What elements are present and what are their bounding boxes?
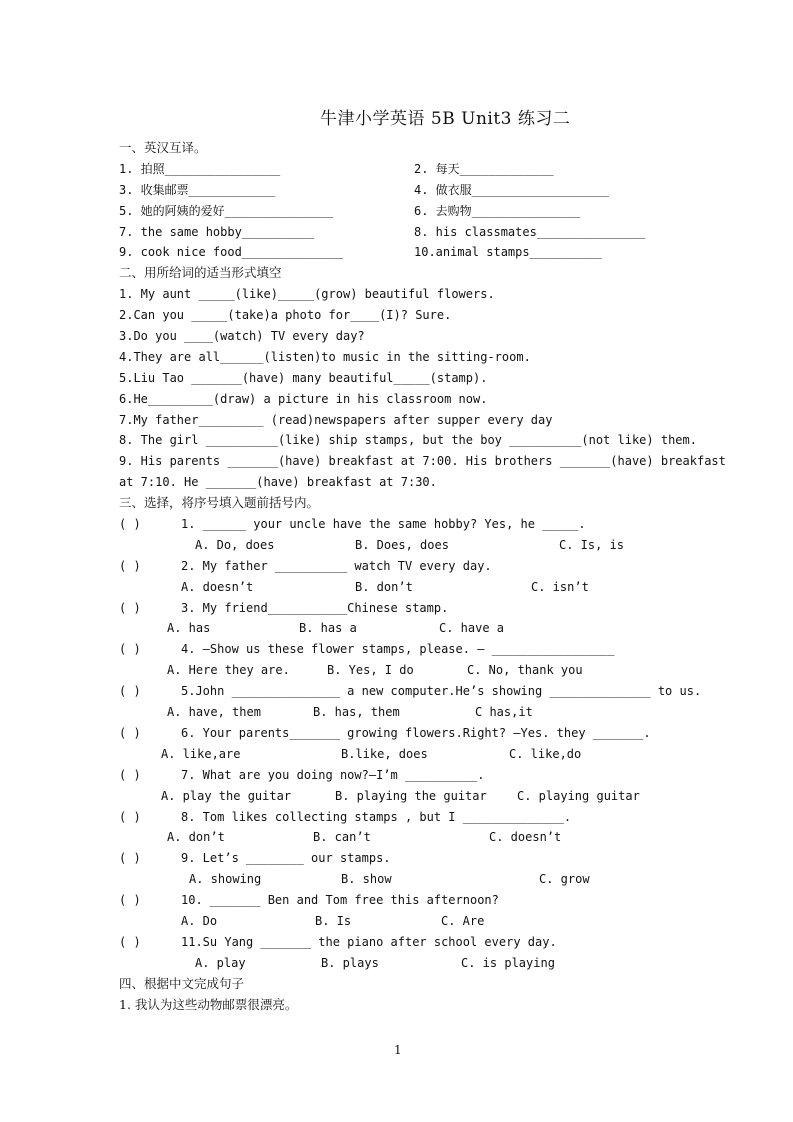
fill-blank-item: 4.They are all______(listen)to music in the sitting-room. — [119, 349, 531, 364]
translation-item: 3. 收集邮票____________ — [119, 182, 276, 197]
translation-item: 8. his classmates_______________ — [414, 224, 646, 239]
worksheet-title: 牛津小学英语 5B Unit3 练习二 — [320, 109, 571, 129]
option-b: B. can’t — [313, 830, 371, 845]
mc-options — [119, 577, 689, 598]
option-a: A. play the guitar — [161, 788, 292, 803]
option-c: C. like,do — [509, 746, 582, 761]
answer-bracket[interactable]: ( ) — [119, 642, 141, 657]
answer-bracket[interactable]: ( ) — [119, 558, 141, 573]
mc-options — [119, 953, 689, 974]
option-a: A. Here they are. — [167, 663, 290, 678]
question-text: 5.John _______________ a new computer.He’s showing ______________ to us. — [181, 684, 702, 699]
translation-item: 2. 每天_____________ — [414, 161, 554, 176]
worksheet-content — [119, 138, 726, 1015]
translation-item: 7. the same hobby__________ — [119, 224, 315, 239]
option-b: B. Is — [315, 913, 352, 928]
question-text: 8. Tom likes collecting stamps , but I ______________. — [181, 809, 572, 824]
option-c: C. grow — [539, 872, 590, 887]
question-text: 1. ______ your uncle have the same hobby? Yes, he _____. — [181, 517, 586, 532]
option-c: C. is playing — [461, 955, 555, 970]
mc-question — [119, 514, 689, 535]
question-text: 2. My father __________ watch TV every day. — [181, 558, 492, 573]
option-a: A. play — [195, 955, 246, 970]
mc-options — [119, 744, 689, 765]
section-3-heading: 三、选择，将序号填入题前括号内。 — [119, 495, 320, 511]
mc-question — [119, 598, 689, 619]
answer-bracket[interactable]: ( ) — [119, 893, 141, 908]
question-text: 6. Your parents_______ growing flowers.Right? —Yes. they _______. — [181, 725, 651, 740]
translation-item: 10.animal stamps__________ — [414, 245, 602, 260]
question-text: 4. —Show us these flower stamps, please. — _________________ — [181, 642, 615, 657]
answer-bracket[interactable]: ( ) — [119, 517, 141, 532]
option-c: C. isn’t — [531, 579, 589, 594]
answer-bracket[interactable]: ( ) — [119, 809, 141, 824]
mc-options — [119, 702, 689, 723]
question-text: 7. What are you doing now?—I’m __________. — [181, 767, 485, 782]
mc-options — [119, 786, 689, 807]
option-a: A. showing — [189, 872, 262, 887]
option-a: A. Do — [181, 913, 218, 928]
question-text: 9. Let’s ________ our stamps. — [181, 851, 391, 866]
answer-bracket[interactable]: ( ) — [119, 600, 141, 615]
answer-bracket[interactable]: ( ) — [119, 684, 141, 699]
fill-blank-item: 2.Can you _____(take)a photo for____(I)? Sure. — [119, 308, 452, 323]
option-c: C. No, thank you — [467, 663, 583, 678]
mc-question — [119, 807, 689, 828]
translation-sentence: 1. 我认为这些动物邮票很漂亮。 — [119, 996, 298, 1012]
mc-options — [119, 660, 689, 681]
option-b: B. Yes, I do — [327, 663, 414, 678]
question-text: 3. My friend___________Chinese stamp. — [181, 600, 449, 615]
mc-question — [119, 765, 689, 786]
option-a: A. have, them — [167, 705, 261, 720]
option-c: C. Are — [441, 913, 485, 928]
fill-blank-item: 5.Liu Tao _______(have) many beautiful_____(stamp). — [119, 370, 488, 385]
section-1-heading: 一、英汉互译。 — [119, 140, 207, 155]
option-b: B. has a — [299, 621, 357, 636]
fill-blank-item: 7.My father_________ (read)newspapers after supper every day — [119, 412, 553, 427]
option-c: C has,it — [475, 705, 533, 720]
option-c: C. doesn’t — [489, 830, 562, 845]
mc-options — [119, 911, 689, 932]
option-b: B.like, does — [341, 746, 428, 761]
mc-options — [119, 869, 689, 890]
section-2-heading: 二、用所给词的适当形式填空 — [119, 265, 282, 281]
option-b: B. Does, does — [355, 537, 449, 552]
mc-question — [119, 681, 702, 702]
option-c: C. Is, is — [559, 537, 625, 552]
question-text: 10. _______ Ben and Tom free this afternoon? — [181, 893, 499, 908]
mc-question — [119, 556, 689, 577]
answer-bracket[interactable]: ( ) — [119, 934, 141, 949]
fill-blank-item: 1. My aunt _____(like)_____(grow) beautiful flowers. — [119, 287, 495, 302]
option-a: A. don’t — [167, 830, 225, 845]
option-c: C. playing guitar — [517, 788, 640, 803]
mc-options — [119, 535, 689, 556]
answer-bracket[interactable]: ( ) — [119, 767, 141, 782]
fill-blank-item: 6.He_________(draw) a picture in his classroom now. — [119, 391, 488, 406]
option-a: A. has — [167, 621, 211, 636]
translation-item: 5. 她的阿姨的爱好_______________ — [119, 203, 334, 218]
mc-question — [119, 723, 689, 744]
answer-bracket[interactable]: ( ) — [119, 851, 141, 866]
page-number: 1 — [394, 1043, 402, 1057]
translation-item: 1. 拍照________________ — [119, 161, 281, 176]
mc-options — [119, 618, 689, 639]
option-c: C. have a — [439, 621, 505, 636]
translation-item: 6. 去购物_______________ — [414, 203, 581, 218]
option-a: A. Do, does — [195, 537, 275, 552]
mc-question — [119, 890, 689, 911]
option-b: B. has, them — [313, 705, 400, 720]
mc-options — [119, 827, 689, 848]
option-b: B. plays — [321, 955, 379, 970]
question-text: 11.Su Yang _______ the piano after school every day. — [181, 934, 557, 949]
section-4-heading: 四、根据中文完成句子 — [119, 975, 245, 991]
option-a: A. doesn’t — [181, 579, 254, 594]
fill-blank-item: 9. His parents _______(have) breakfast at 7:00. His brothers _______(have) breakfast — [119, 454, 726, 469]
translation-item: 9. cook nice food______________ — [119, 245, 343, 260]
mc-question — [119, 639, 689, 660]
option-b: B. playing the guitar — [335, 788, 487, 803]
answer-bracket[interactable]: ( ) — [119, 725, 141, 740]
option-a: A. like,are — [161, 746, 241, 761]
fill-blank-item: at 7:10. He _______(have) breakfast at 7:30. — [119, 475, 437, 490]
mc-question — [119, 932, 689, 953]
translation-item: 4. 做衣服___________________ — [414, 182, 609, 197]
option-b: B. don’t — [355, 579, 413, 594]
fill-blank-item: 8. The girl __________(like) ship stamps, but the boy __________(not like) them. — [119, 433, 697, 448]
mc-question — [119, 848, 689, 869]
option-b: B. show — [341, 872, 392, 887]
fill-blank-item: 3.Do you ____(watch) TV every day? — [119, 329, 365, 344]
